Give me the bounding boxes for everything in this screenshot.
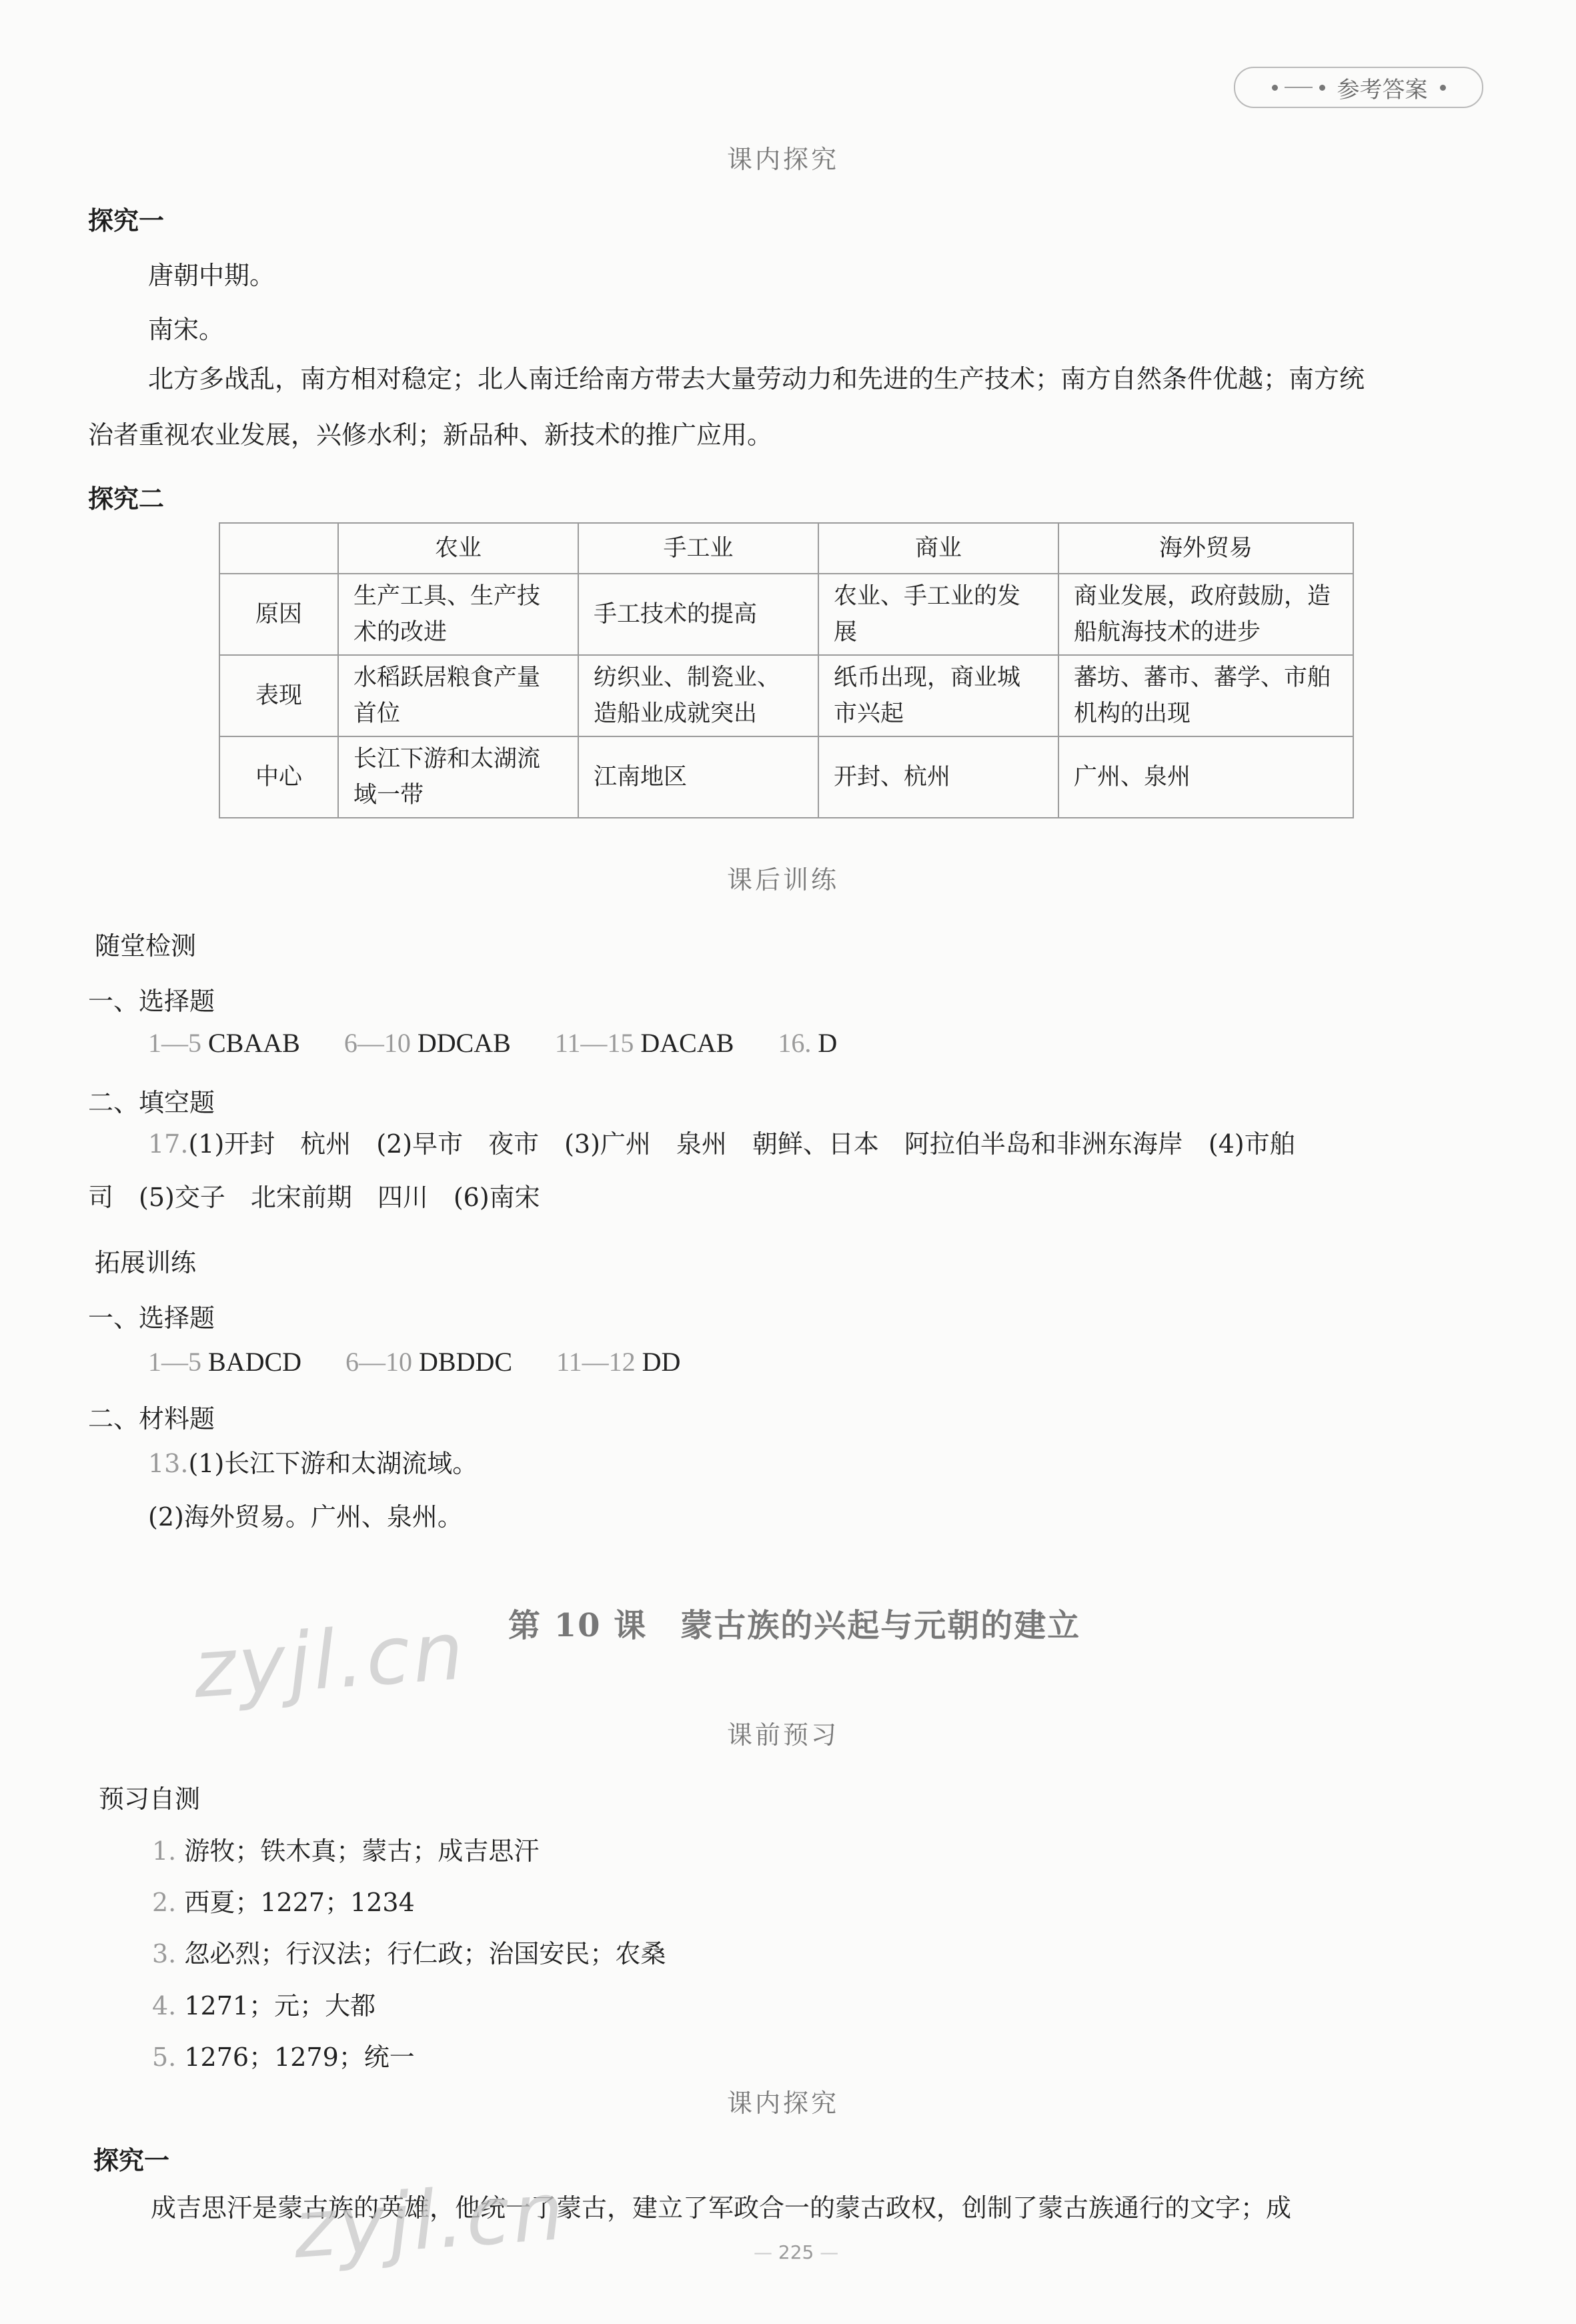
extend-heading: 拓展训练 (95, 1248, 197, 1277)
material-answer-text: (1)长江下游和太湖流域。 (188, 1449, 478, 1478)
table-header-cell: 农业 (338, 523, 578, 574)
explore1-text: 成吉思汗是蒙古族的英雄，他统一了蒙古，建立了军政合一的蒙古政权，创制了蒙古族通行的文字；成 (151, 2193, 1292, 2223)
table-row (219, 736, 1353, 818)
item-text: 游牧；铁木真；蒙古；成吉思汗 (184, 1836, 540, 1866)
section-title-inclass: 课内探究 (727, 145, 840, 174)
row-header-cell: 中心 (219, 736, 338, 818)
table-row (219, 655, 1353, 736)
item-num: 4. (152, 1991, 177, 2020)
question-num: 17. (148, 1129, 189, 1159)
explore1-heading: 探究一 (88, 206, 165, 235)
item-num: 2. (152, 1888, 177, 1917)
item-num: 1. (152, 1836, 177, 1866)
table-cell: 生产工具、生产技术的改进 (338, 574, 578, 655)
table-cell: 纸币出现，商业城市兴起 (818, 655, 1058, 736)
answer-num: 1—5 (148, 1028, 201, 1058)
answer-num: 16. (778, 1028, 812, 1058)
answer-num: 11—15 (554, 1028, 634, 1058)
answer-num: 6—10 (345, 1347, 413, 1377)
table-cell: 水稻跃居粮食产量首位 (338, 655, 578, 736)
explore1-line: 北方多战乱，南方相对稳定；北人南迁给南方带去大量劳动力和先进的生产技术；南方自然条件优越；南方统 (148, 364, 1365, 394)
list-item (152, 2037, 415, 2077)
answer-num: 6—10 (343, 1028, 411, 1058)
section-title-preview: 课前预习 (727, 1720, 840, 1750)
answer-text: D (818, 1028, 838, 1058)
fill-answer-line (148, 1124, 1295, 1164)
table-header-cell (219, 523, 338, 574)
table-row (219, 574, 1353, 655)
table-header-cell: 海外贸易 (1058, 523, 1353, 574)
answer-text: DBDDC (419, 1347, 513, 1377)
comparison-table (219, 522, 1354, 818)
table-header-cell: 商业 (818, 523, 1058, 574)
fill-answer-text: (1)开封 杭州 (2)早市 夜市 (3)广州 泉州 朝鲜、日本 阿拉伯半岛和非洲东海岸 (4)市舶 (188, 1129, 1295, 1159)
fill-answer-line: 司 (5)交子 北宋前期 四川 (6)南宋 (88, 1183, 540, 1212)
lesson-title: 第 10 课 蒙古族的兴起与元朝的建立 (508, 1607, 1081, 1644)
section-title-inclass: 课内探究 (727, 2089, 840, 2118)
explore1-line: 南宋。 (148, 315, 225, 344)
dot-decoration-icon (1440, 85, 1446, 91)
section-title-after-class: 课后训练 (727, 865, 840, 895)
answer-num: 1—5 (148, 1347, 201, 1377)
table-cell: 开封、杭州 (818, 736, 1058, 818)
material-answer-line (148, 1443, 478, 1484)
table-cell: 商业发展，政府鼓励，造船航海技术的进步 (1058, 574, 1353, 655)
table-header-row (219, 523, 1353, 574)
list-item (152, 1934, 666, 1974)
table-cell: 手工技术的提高 (578, 574, 818, 655)
fill-label: 二、填空题 (88, 1088, 215, 1117)
material-label: 二、材料题 (88, 1404, 215, 1433)
item-text: 1271；元；大都 (184, 1991, 376, 2020)
dots-decoration-icon (1272, 85, 1325, 91)
check-heading: 随堂检测 (95, 931, 197, 961)
table-cell: 江南地区 (578, 736, 818, 818)
table-cell: 长江下游和太湖流域一带 (338, 736, 578, 818)
answer-text: DACAB (640, 1028, 734, 1058)
explore1-line: 唐朝中期。 (148, 261, 275, 290)
answer-num: 11—12 (556, 1347, 636, 1377)
row-header-cell: 原因 (219, 574, 338, 655)
item-num: 5. (152, 2043, 177, 2072)
table-cell: 农业、手工业的发展 (818, 574, 1058, 655)
row-header-cell: 表现 (219, 655, 338, 736)
list-item (152, 1831, 539, 1871)
explore2-heading: 探究二 (88, 484, 165, 514)
answer-text: DD (642, 1347, 681, 1377)
answer-text: CBAAB (208, 1028, 300, 1058)
answer-text: BADCD (208, 1347, 302, 1377)
choice-label: 一、选择题 (88, 987, 215, 1016)
answer-text: DDCAB (417, 1028, 511, 1058)
item-text: 忽必烈；行汉法；行仁政；治国安民；农桑 (184, 1939, 666, 1968)
badge-label: 参考答案 (1337, 76, 1428, 103)
item-text: 1276；1279；统一 (184, 2043, 415, 2072)
material-answer-line: (2)海外贸易。广州、泉州。 (148, 1502, 463, 1532)
list-item (152, 1882, 415, 1922)
explore1-line: 治者重视农业发展，兴修水利；新品种、新技术的推广应用。 (88, 420, 773, 450)
item-text: 西夏；1227；1234 (184, 1888, 415, 1917)
list-item (152, 1986, 375, 2026)
item-num: 3. (152, 1939, 177, 1968)
question-num: 13. (148, 1449, 189, 1478)
page-number-value: 225 (778, 2241, 814, 2263)
page-number: — 225 — (754, 2241, 839, 2263)
table-cell: 纺织业、制瓷业、造船业成就突出 (578, 655, 818, 736)
choice-answers (148, 1346, 680, 1377)
table-header-cell: 手工业 (578, 523, 818, 574)
watermark-logo: zyjl.cn (190, 1604, 470, 1717)
choice-label: 一、选择题 (88, 1303, 215, 1333)
choice-answers (148, 1027, 837, 1059)
watermark-logo: zyjl.cn (290, 2165, 570, 2277)
table-cell: 蕃坊、蕃市、蕃学、市舶机构的出现 (1058, 655, 1353, 736)
explore1-heading: 探究一 (93, 2146, 170, 2175)
self-test-heading: 预习自测 (99, 1784, 201, 1814)
answer-key-badge (1234, 67, 1483, 108)
table-cell: 广州、泉州 (1058, 736, 1353, 818)
